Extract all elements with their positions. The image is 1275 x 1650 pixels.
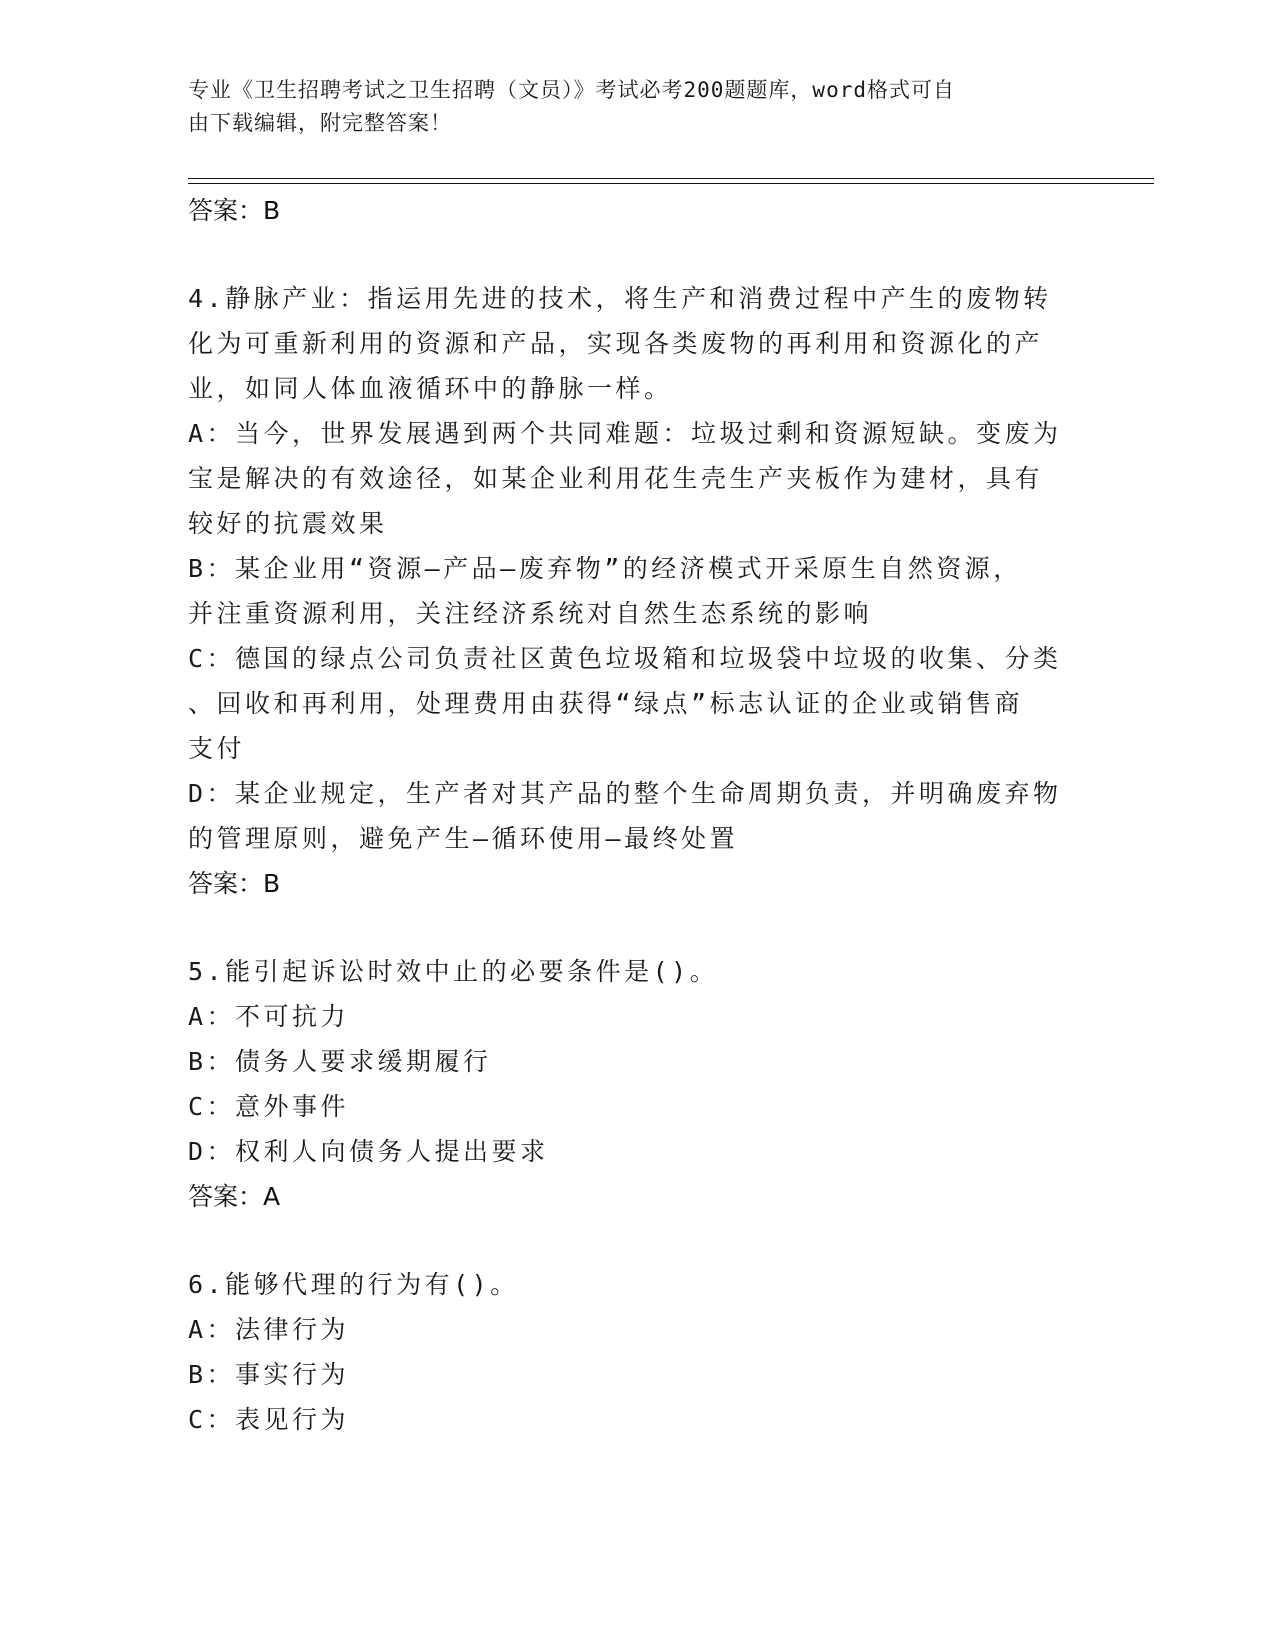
answer-line: 答案：B bbox=[188, 869, 281, 898]
option-c: C：意外事件 bbox=[188, 1092, 350, 1121]
question-stem: 6.能够代理的行为有()。 bbox=[188, 1270, 519, 1299]
option-a: A：不可抗力 bbox=[188, 1002, 350, 1031]
question-4 bbox=[188, 276, 1088, 907]
header-rule-bottom bbox=[188, 183, 1154, 184]
option-c: C：表见行为 bbox=[188, 1405, 350, 1434]
header-line-2: 由下载编辑，附完整答案！ bbox=[188, 111, 452, 135]
option-a: A：法律行为 bbox=[188, 1315, 350, 1344]
option-d-line: D：某企业规定，生产者对其产品的整个生命周期负责，并明确废弃物 bbox=[188, 779, 1062, 808]
question-stem: 5.能引起诉讼时效中止的必要条件是()。 bbox=[188, 957, 719, 986]
question-6 bbox=[188, 1262, 1088, 1442]
option-d: D：权利人向债务人提出要求 bbox=[188, 1137, 549, 1166]
option-c-line: 支付 bbox=[188, 734, 246, 763]
document-body bbox=[188, 188, 1088, 1442]
header-line-1: 专业《卫生招聘考试之卫生招聘（文员）》考试必考200题题库，word格式可自 bbox=[188, 78, 955, 102]
option-d-line: 的管理原则，避免产生—循环使用—最终处置 bbox=[188, 824, 739, 853]
question-stem-line: 化为可重新利用的资源和产品，实现各类废物的再利用和资源化的产 bbox=[188, 329, 1044, 358]
header-rule-top bbox=[188, 178, 1154, 179]
option-c-line: C：德国的绿点公司负责社区黄色垃圾箱和垃圾袋中垃圾的收集、分类 bbox=[188, 644, 1062, 673]
option-b: B：债务人要求缓期履行 bbox=[188, 1047, 492, 1076]
option-a-line: 宝是解决的有效途径，如某企业利用花生壳生产夹板作为建材，具有 bbox=[188, 464, 1044, 493]
option-a-line: A：当今，世界发展遇到两个共同难题：垃圾过剩和资源短缺。变废为 bbox=[188, 419, 1062, 448]
option-b-line: 并注重资源利用，关注经济系统对自然生态系统的影响 bbox=[188, 599, 873, 628]
option-a-line: 较好的抗震效果 bbox=[188, 509, 388, 538]
question-stem-line: 4.静脉产业：指运用先进的技术，将生产和消费过程中产生的废物转 bbox=[188, 284, 1052, 313]
option-c-line: 、回收和再利用，处理费用由获得“绿点”标志认证的企业或销售商 bbox=[188, 689, 1024, 718]
document-header bbox=[188, 74, 1068, 140]
option-b-line: B：某企业用“资源—产品—废弃物”的经济模式开采原生自然资源， bbox=[188, 554, 1022, 583]
answer-line: 答案：A bbox=[188, 1182, 281, 1211]
question-5 bbox=[188, 949, 1088, 1220]
option-b: B：事实行为 bbox=[188, 1360, 350, 1389]
question-stem-line: 业，如同人体血液循环中的静脉一样。 bbox=[188, 374, 673, 403]
answer-line: 答案：B bbox=[188, 196, 281, 225]
